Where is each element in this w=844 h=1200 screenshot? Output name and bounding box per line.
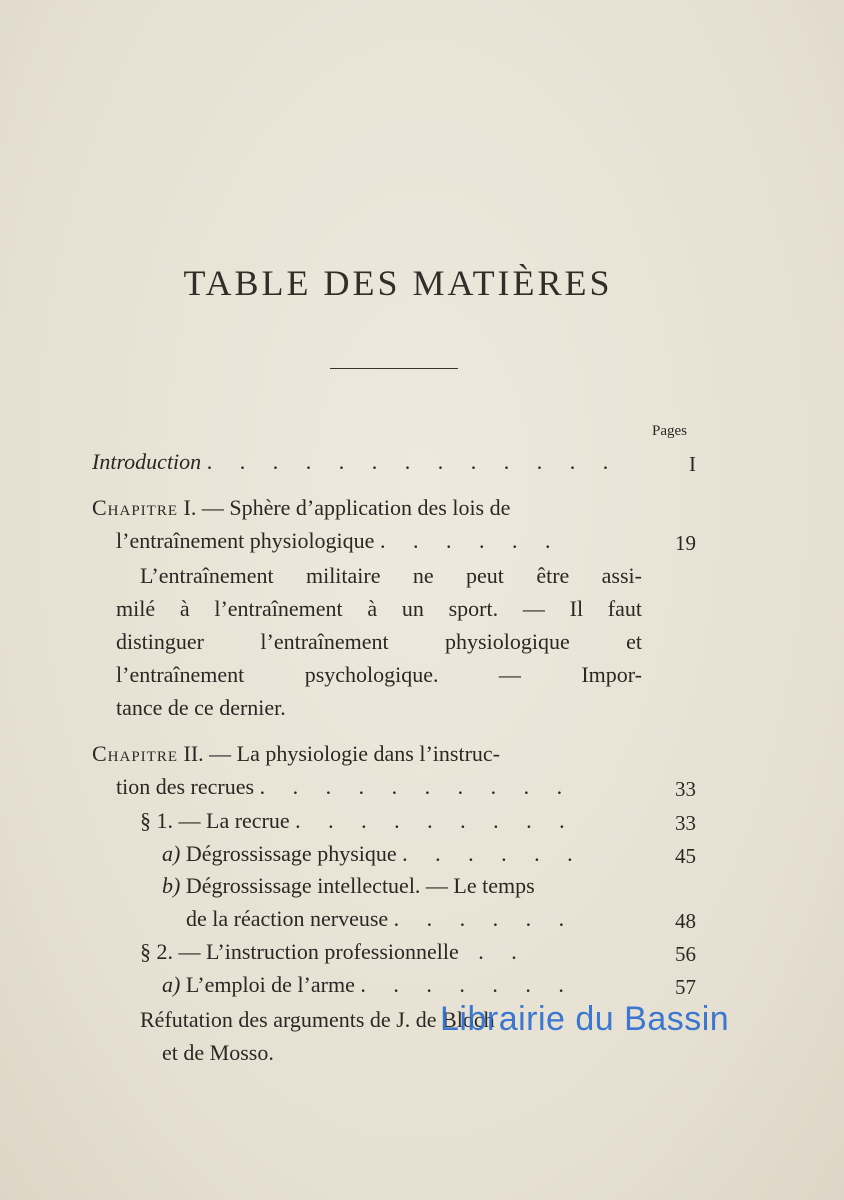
- entry-text: II. — La physiologie dans l’instruc-: [183, 741, 501, 766]
- page-number: 19: [675, 531, 696, 555]
- entry-text: § 2. — L’instruction professionnelle: [140, 939, 459, 964]
- toc-entry-introduction: [92, 448, 652, 476]
- entry-text: tion des recrues: [116, 774, 255, 799]
- leader-dots: . . . . . . . . .: [295, 808, 576, 833]
- summary-line: et de Mosso.: [162, 1040, 274, 1065]
- entry-text: § 1. — La recrue: [140, 808, 290, 833]
- toc-entry-section-1: [140, 807, 576, 835]
- leader-dots: . . . . . .: [393, 906, 576, 931]
- toc-entry-section-2: [140, 938, 528, 966]
- page-number: I: [689, 452, 696, 476]
- toc-entry-continuation: [116, 773, 573, 801]
- toc-entry-subsection: [162, 872, 535, 900]
- entry-label: b): [162, 873, 181, 898]
- leader-dots: . .: [478, 939, 528, 964]
- entry-text: I. — Sphère d’application des lois de: [183, 495, 511, 520]
- pages-column-label: Pages: [652, 423, 687, 439]
- summary-line: Réfutation des arguments de J. de Bloch: [140, 1007, 495, 1032]
- entry-text: L’emploi de l’arme: [185, 972, 355, 997]
- toc-entry-continuation: [186, 905, 575, 933]
- entry-label: a): [162, 972, 181, 997]
- entry-text: Dégrossissage physique: [185, 841, 397, 866]
- page-title: TABLE DES MATIÈRES: [183, 263, 613, 303]
- summary-line: tance de ce dernier.: [116, 695, 286, 720]
- page-number: 45: [675, 844, 696, 868]
- summary-line: l’entraînement psychologique. — Impor-: [116, 662, 642, 687]
- page-number: 33: [675, 811, 696, 835]
- entry-text: Introduction: [92, 449, 202, 474]
- toc-entry-subsection: [162, 971, 575, 999]
- toc-entry-chapter-1: [92, 494, 510, 522]
- page-number: 48: [675, 909, 696, 933]
- entry-label: a): [162, 841, 181, 866]
- entry-text: de la réaction nerveuse: [186, 906, 389, 931]
- summary-line: distinguer l’entraînement physiologique et: [116, 629, 642, 654]
- chapter-prefix: Chapitre: [92, 495, 179, 520]
- entry-text: l’entraînement physiologique: [116, 528, 375, 553]
- summary-line: milé à l’entraînement à un sport. — Il faut: [116, 596, 642, 621]
- leader-dots: . . . . . . . . . . . . .: [206, 449, 620, 474]
- toc-entry-continuation: [116, 527, 561, 555]
- leader-dots: . . . . . .: [402, 841, 584, 866]
- leader-dots: . . . . . . . . . .: [259, 774, 574, 799]
- toc-entry-chapter-2: [92, 740, 500, 768]
- chapter-prefix: Chapitre: [92, 741, 179, 766]
- title-divider: [330, 368, 458, 369]
- page-number: 56: [675, 942, 696, 966]
- summary-line: L’entraînement militaire ne peut être assi-: [140, 563, 642, 588]
- watermark-text: Librairie du Bassin: [440, 1000, 730, 1038]
- leader-dots: . . . . . .: [379, 528, 562, 553]
- toc-entry-subsection: [162, 840, 584, 868]
- page-number: 33: [675, 777, 696, 801]
- page-number: 57: [675, 975, 696, 999]
- leader-dots: . . . . . . .: [360, 972, 575, 997]
- entry-text: Dégrossissage intellectuel. — Le temps: [185, 873, 535, 898]
